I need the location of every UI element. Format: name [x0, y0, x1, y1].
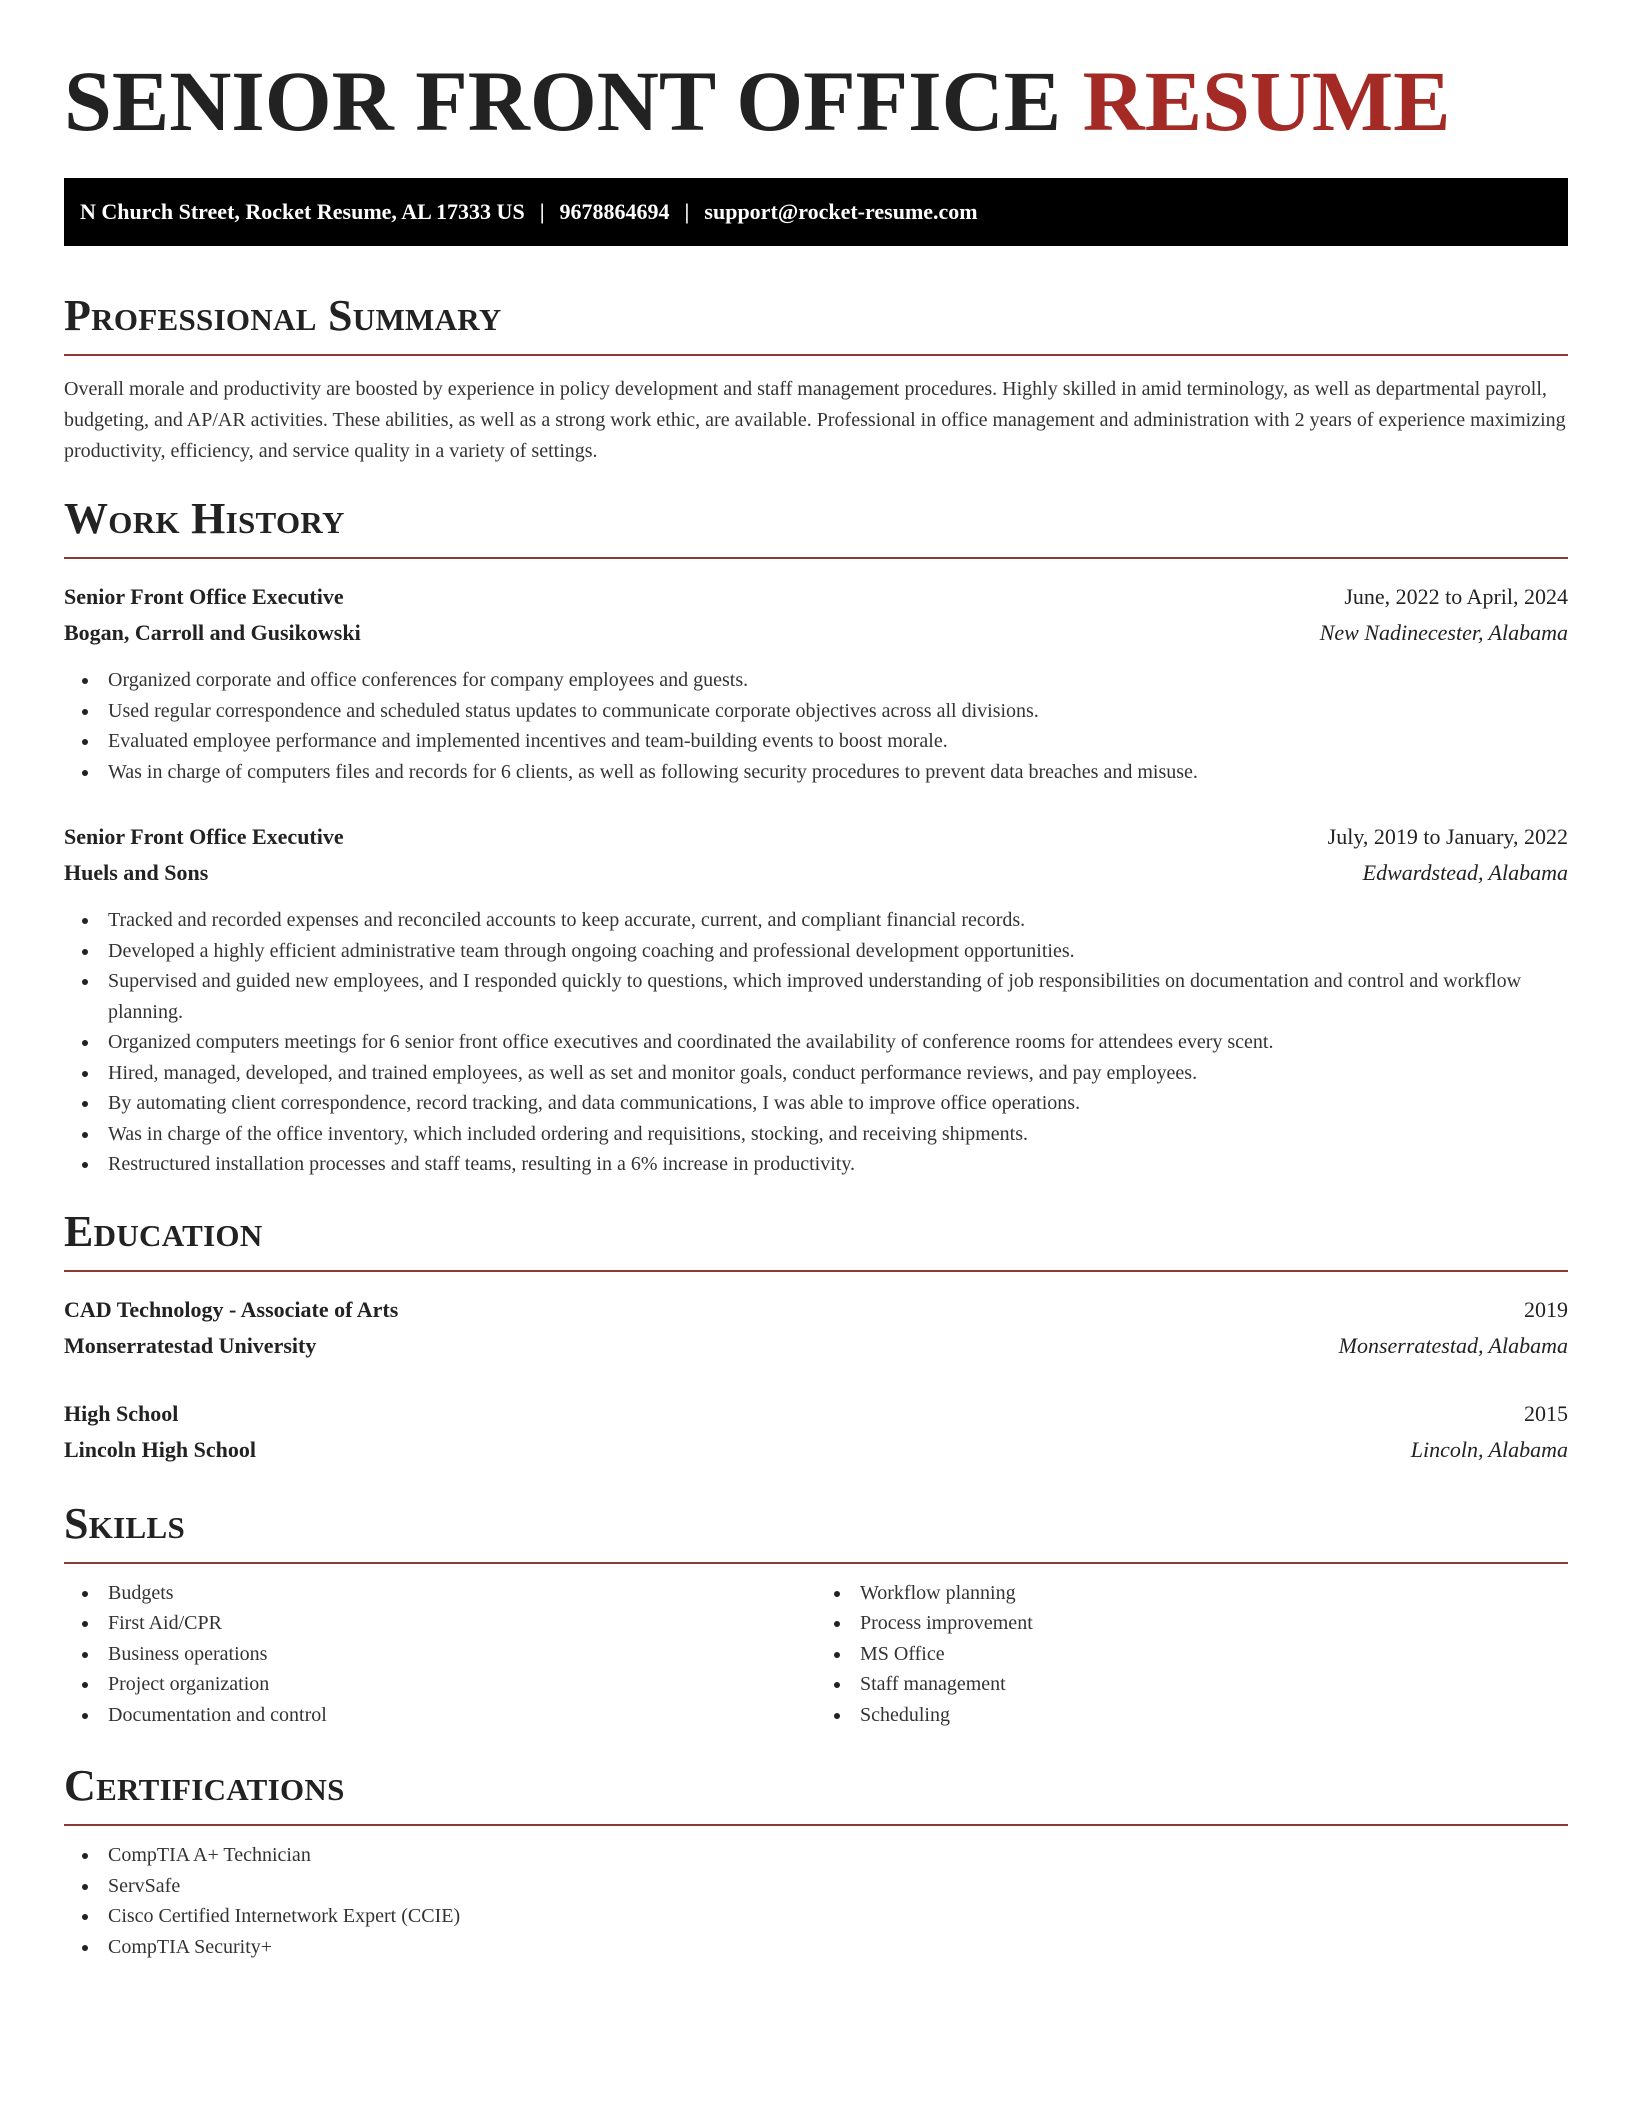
job-entry	[64, 819, 1568, 1180]
skills-grid	[64, 1578, 1568, 1731]
education-school: Lincoln High School	[64, 1436, 256, 1462]
job-bullet: Tracked and recorded expenses and reconciled accounts to keep accurate, current, and compliant financial records.	[64, 905, 1568, 936]
job-title: Senior Front Office Executive	[64, 584, 344, 609]
job-bullet: Organized corporate and office conferences for company employees and guests.	[64, 665, 1568, 696]
certification-item: CompTIA Security+	[64, 1932, 1568, 1963]
education-degree: CAD Technology - Associate of Arts	[64, 1296, 399, 1322]
summary-heading: Professional Summary	[64, 291, 502, 340]
skill-item: Workflow planning	[816, 1578, 1568, 1609]
education-school-row	[64, 1432, 1568, 1468]
work-history-section	[64, 494, 1568, 1180]
skills-list	[64, 1578, 816, 1731]
education-school-row	[64, 1328, 1568, 1364]
education-year: 2015	[1524, 1400, 1568, 1426]
job-location: Edwardstead, Alabama	[1362, 860, 1568, 885]
job-company: Bogan, Carroll and Gusikowski	[64, 620, 361, 645]
skill-item: Business operations	[64, 1639, 816, 1670]
skill-item: Staff management	[816, 1669, 1568, 1700]
skill-item: First Aid/CPR	[64, 1608, 816, 1639]
job-bullet: Hired, managed, developed, and trained employees, as well as set and monitor goals, conduct performance reviews, and pay employees.	[64, 1058, 1568, 1089]
certifications-heading: Certifications	[64, 1761, 345, 1810]
section-divider	[64, 557, 1568, 559]
job-bullet: By automating client correspondence, record tracking, and data communications, I was able to improve office operations.	[64, 1088, 1568, 1119]
education-section	[64, 1206, 1568, 1468]
education-location: Lincoln, Alabama	[1410, 1436, 1568, 1462]
certifications-section	[64, 1761, 1568, 1962]
job-bullet: Organized computers meetings for 6 senior front office executives and coordinated the availability of conference rooms for attendees every scent.	[64, 1027, 1568, 1058]
job-company-row	[64, 615, 1568, 651]
skill-item: MS Office	[816, 1639, 1568, 1670]
skill-item: Documentation and control	[64, 1700, 816, 1731]
job-company-row	[64, 855, 1568, 891]
education-heading: Education	[64, 1206, 263, 1256]
job-entry	[64, 579, 1568, 787]
skill-item: Process improvement	[816, 1608, 1568, 1639]
education-degree: High School	[64, 1400, 179, 1426]
education-header-row	[64, 1292, 1568, 1328]
certification-item: Cisco Certified Internetwork Expert (CCIE)	[64, 1901, 1568, 1932]
education-location: Monserratestad, Alabama	[1338, 1332, 1568, 1358]
job-title: Senior Front Office Executive	[64, 824, 344, 849]
skill-item: Scheduling	[816, 1700, 1568, 1731]
job-company: Huels and Sons	[64, 860, 209, 885]
title-main: SENIOR FRONT OFFICE	[64, 53, 1062, 149]
section-divider	[64, 354, 1568, 356]
job-location: New Nadinecester, Alabama	[1319, 620, 1568, 645]
skills-section	[64, 1498, 1568, 1731]
job-bullet: Developed a highly efficient administrative team through ongoing coaching and professional development opportunities.	[64, 936, 1568, 967]
job-bullet: Was in charge of computers files and records for 6 clients, as well as following security procedures to prevent data breaches and misuse.	[64, 757, 1568, 788]
job-bullets	[64, 665, 1568, 787]
summary-text: Overall morale and productivity are boosted by experience in policy development and staff management procedures. Highly skilled in amid terminology, as well as departmental payroll, budgeting, and AP/AR activities. These abilities, as well as a strong work ethic, are available. Professional in office management and administration with 2 years of experience maximizing productivity, efficiency, and service quality in a variety of settings.	[64, 378, 1566, 462]
certification-item: ServSafe	[64, 1871, 1568, 1902]
job-header-row	[64, 579, 1568, 615]
work-history-heading: Work History	[64, 494, 345, 543]
job-bullet: Supervised and guided new employees, and I responded quickly to questions, which improved understanding of job responsibilities on documentation and control and workflow planning.	[64, 966, 1568, 1027]
education-header-row	[64, 1396, 1568, 1432]
contact-phone[interactable]: 9678864694	[559, 199, 670, 224]
education-entry	[64, 1396, 1568, 1468]
certification-item: CompTIA A+ Technician	[64, 1840, 1568, 1871]
title-accent: RESUME	[1082, 53, 1451, 149]
contact-address: N Church Street, Rocket Resume, AL 17333 US	[80, 199, 525, 224]
section-divider	[64, 1824, 1568, 1826]
skill-item: Project organization	[64, 1669, 816, 1700]
contact-bar	[64, 178, 1568, 246]
contact-separator: |	[539, 199, 545, 224]
contact-separator: |	[684, 199, 690, 224]
education-year: 2019	[1524, 1296, 1568, 1322]
education-entry	[64, 1292, 1568, 1364]
job-bullet: Restructured installation processes and staff teams, resulting in a 6% increase in productivity.	[64, 1149, 1568, 1180]
job-bullet: Evaluated employee performance and implemented incentives and team-building events to boost morale.	[64, 726, 1568, 757]
section-divider	[64, 1270, 1568, 1272]
certifications-list	[64, 1840, 1568, 1962]
skills-column-left	[64, 1578, 816, 1731]
job-bullet: Was in charge of the office inventory, which included ordering and requisitions, stocking, and receiving shipments.	[64, 1119, 1568, 1150]
skills-column-right	[816, 1578, 1568, 1731]
contact-email[interactable]: support@rocket-resume.com	[704, 199, 978, 224]
summary-section	[64, 291, 1568, 467]
section-divider	[64, 1562, 1568, 1564]
skills-heading: Skills	[64, 1498, 186, 1548]
job-bullets	[64, 905, 1568, 1180]
resume-title	[64, 53, 1568, 149]
skill-item: Budgets	[64, 1578, 816, 1609]
education-school: Monserratestad University	[64, 1332, 317, 1358]
job-dates: July, 2019 to January, 2022	[1327, 824, 1568, 849]
job-bullet: Used regular correspondence and scheduled status updates to communicate corporate objectives across all divisions.	[64, 696, 1568, 727]
job-dates: June, 2022 to April, 2024	[1344, 584, 1568, 609]
job-header-row	[64, 819, 1568, 855]
skills-list	[816, 1578, 1568, 1731]
